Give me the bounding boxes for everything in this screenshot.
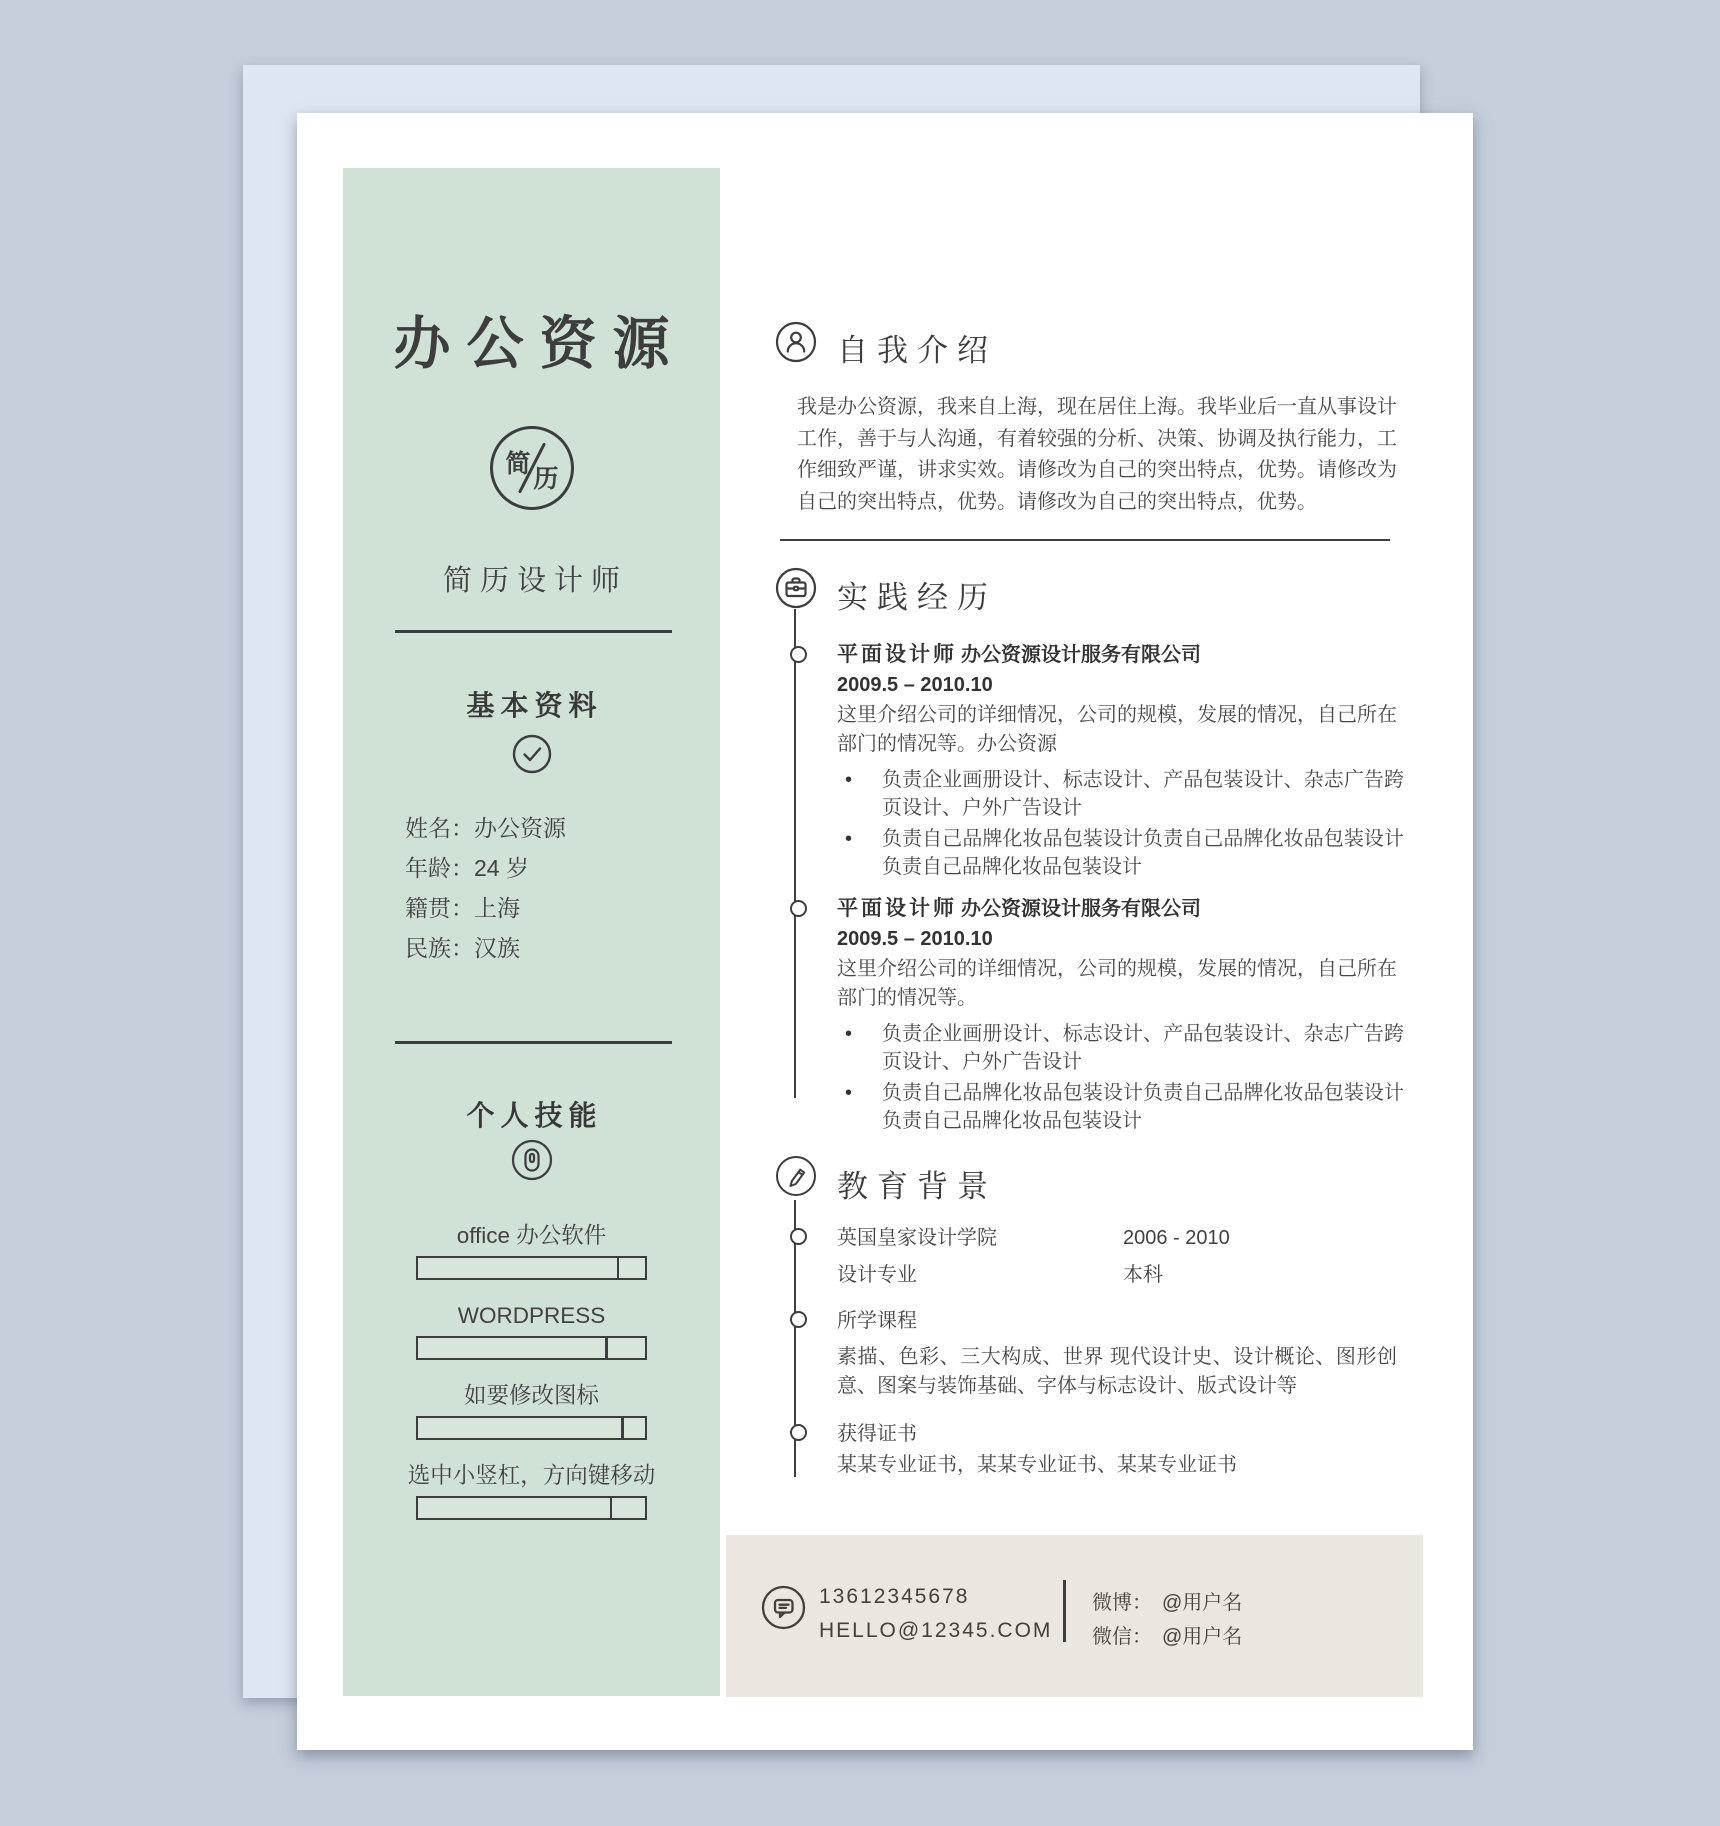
basic-info-heading: 基本资料: [466, 690, 603, 721]
chat-bubble-icon: [761, 1585, 806, 1630]
entry-title: [837, 641, 1399, 669]
timeline-node: [790, 1311, 807, 1328]
school-name: 英国皇家设计学院: [837, 1227, 997, 1249]
skill-label: 选中小竖杠，方向键移动: [407, 1463, 656, 1488]
skill-item: [343, 1216, 720, 1280]
info-item-age: 年龄：24 岁: [405, 855, 529, 881]
experience-heading: 实践经历: [837, 580, 997, 615]
entry-company: 办公资源设计服务有限公司: [961, 898, 1201, 920]
wechat-handle: 微信： @用户名: [1092, 1626, 1243, 1648]
courses-body: 素描、色彩、三大构成、世界 现代设计史、设计概论、图形创意、图案与装饰基础、字体与标志设计、版式设计等: [837, 1346, 1397, 1397]
certificates-body: 某某专业证书，某某专业证书、某某专业证书: [837, 1454, 1237, 1476]
entry-dates: 2009.5 – 2010.10: [837, 928, 993, 950]
timeline-node: [790, 646, 807, 663]
phone-number: 13612345678: [819, 1585, 970, 1608]
entry-title: [837, 895, 1399, 923]
experience-entry: [837, 641, 1404, 884]
skills-heading: 个人技能: [466, 1100, 603, 1131]
resume-title: 办公资源: [393, 312, 686, 376]
pencil-icon: [775, 1155, 817, 1197]
footer-divider: [1063, 1580, 1066, 1642]
skill-bar: [416, 1496, 647, 1520]
badge-char-bottom: 历: [533, 465, 559, 493]
sidebar: [343, 168, 720, 1696]
sidebar-divider: [395, 1041, 672, 1044]
entry-description: 这里介绍公司的详细情况，公司的规模，发展的情况，自己所在部门的情况等。: [837, 958, 1397, 1009]
skills-list: [343, 1216, 720, 1536]
entry-bullets: [837, 766, 1404, 881]
briefcase-icon: [775, 567, 817, 609]
timeline-node: [790, 1228, 807, 1245]
skill-bar: [416, 1256, 647, 1280]
badge-char-top: 简: [505, 450, 531, 478]
about-heading: 自我介绍: [837, 333, 997, 368]
skill-label: 如要修改图标: [463, 1383, 599, 1408]
skill-level-marker: [605, 1338, 608, 1358]
contact-footer: [726, 1535, 1423, 1697]
school-degree: 本科: [1123, 1264, 1163, 1286]
basic-info-list: [405, 808, 566, 968]
info-item-origin: 籍贯：上海: [405, 895, 520, 921]
section-divider: [780, 539, 1390, 541]
education-courses-row: [837, 1308, 1399, 1400]
skill-item: [343, 1376, 720, 1440]
education-school-row: [837, 1225, 1399, 1288]
entry-description: 这里介绍公司的详细情况，公司的规模，发展的情况，自己所在部门的情况等。办公资源: [837, 704, 1397, 755]
info-item-name: 姓名：办公资源: [405, 815, 566, 841]
check-icon: [512, 734, 552, 774]
bullet-item: • 负责自己品牌化妆品包装设计负责自己品牌化妆品包装设计负责自己品牌化妆品包装设计: [837, 1079, 1404, 1135]
entry-role: 平面设计师: [837, 643, 957, 666]
info-item-ethnicity: 民族：汉族: [405, 935, 520, 961]
courses-title: 所学课程: [837, 1310, 917, 1332]
certificates-title: 获得证书: [837, 1423, 917, 1445]
entry-role: 平面设计师: [837, 897, 957, 920]
skill-bar: [416, 1416, 647, 1440]
skill-label: WORDPRESS: [457, 1303, 606, 1328]
bullet-item: • 负责自己品牌化妆品包装设计负责自己品牌化妆品包装设计负责自己品牌化妆品包装设计: [837, 825, 1404, 881]
bullet-item: • 负责企业画册设计、标志设计、产品包装设计、杂志广告跨页设计、户外广告设计: [837, 766, 1404, 822]
skill-label: office 办公软件: [456, 1223, 607, 1248]
education-certificates-row: [837, 1421, 1399, 1480]
entry-company: 办公资源设计服务有限公司: [961, 644, 1201, 666]
skill-bar: [416, 1336, 647, 1360]
resume-badge-icon: [490, 426, 574, 510]
job-title: 简历设计师: [442, 565, 628, 597]
experience-entry: [837, 895, 1404, 1138]
skill-item: [343, 1456, 720, 1520]
resume-page: [297, 113, 1473, 1750]
sidebar-divider: [395, 630, 672, 633]
person-icon: [775, 321, 817, 363]
entry-bullets: [837, 1020, 1404, 1135]
education-heading: 教育背景: [837, 1169, 997, 1204]
mouse-icon: [511, 1139, 553, 1181]
skill-level-marker: [610, 1498, 613, 1518]
email-address: HELLO@12345.COM: [819, 1619, 1053, 1642]
about-paragraph: 我是办公资源，我来自上海，现在居住上海。我毕业后一直从事设计工作，善于与人沟通，有着较强的分析、决策、协调及执行能力，工作细致严谨，讲求实效。请修改为自己的突出特点，优势。请修改为自己的突出特点，优势。请修改为自己的突出特点，优势。: [797, 396, 1397, 513]
school-major: 设计专业: [837, 1264, 917, 1286]
skill-level-marker: [617, 1258, 620, 1278]
skill-level-marker: [621, 1418, 624, 1438]
timeline-node: [790, 1424, 807, 1441]
weibo-handle: 微博： @用户名: [1092, 1592, 1243, 1614]
timeline-node: [790, 900, 807, 917]
skill-item: [343, 1296, 720, 1360]
bullet-item: • 负责企业画册设计、标志设计、产品包装设计、杂志广告跨页设计、户外广告设计: [837, 1020, 1404, 1076]
school-period: 2006 - 2010: [1123, 1227, 1230, 1249]
timeline-line: [794, 609, 796, 1098]
entry-dates: 2009.5 – 2010.10: [837, 674, 993, 696]
